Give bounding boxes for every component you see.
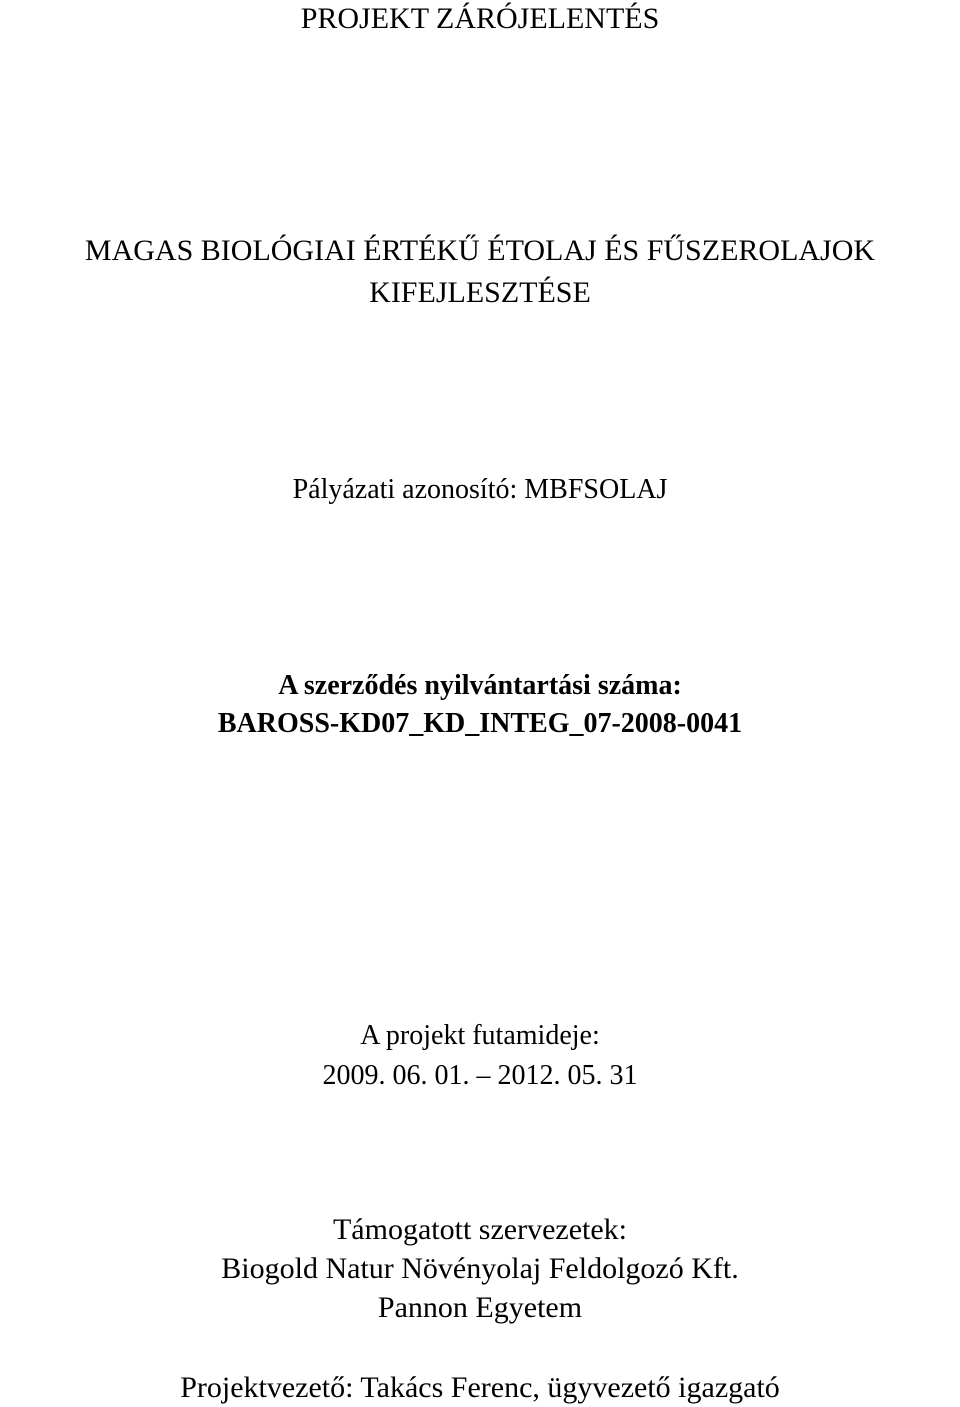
project-duration-label: A projekt futamideje: bbox=[360, 1020, 600, 1051]
contract-number-label: A szerződés nyilvántartási száma: bbox=[278, 670, 682, 701]
supported-organization-1: Biogold Natur Növényolaj Feldolgozó Kft. bbox=[221, 1252, 739, 1285]
application-id: Pályázati azonosító: MBFSOLAJ bbox=[292, 474, 668, 505]
project-leader: Projektvezető: Takács Ferenc, ügyvezető igazgató bbox=[180, 1371, 780, 1404]
supported-organization-2: Pannon Egyetem bbox=[377, 1291, 583, 1324]
main-title-line-2: KIFEJLESZTÉSE bbox=[369, 276, 591, 309]
report-title: PROJEKT ZÁRÓJELENTÉS bbox=[300, 2, 660, 35]
contract-number: BAROSS-KD07_KD_INTEG_07-2008-0041 bbox=[217, 708, 743, 739]
supported-organizations-label: Támogatott szervezetek: bbox=[332, 1213, 628, 1246]
main-title-line-1: MAGAS BIOLÓGIAI ÉRTÉKŰ ÉTOLAJ ÉS FŰSZEROLAJOK bbox=[84, 234, 876, 267]
project-duration-value: 2009. 06. 01. – 2012. 05. 31 bbox=[322, 1060, 638, 1091]
